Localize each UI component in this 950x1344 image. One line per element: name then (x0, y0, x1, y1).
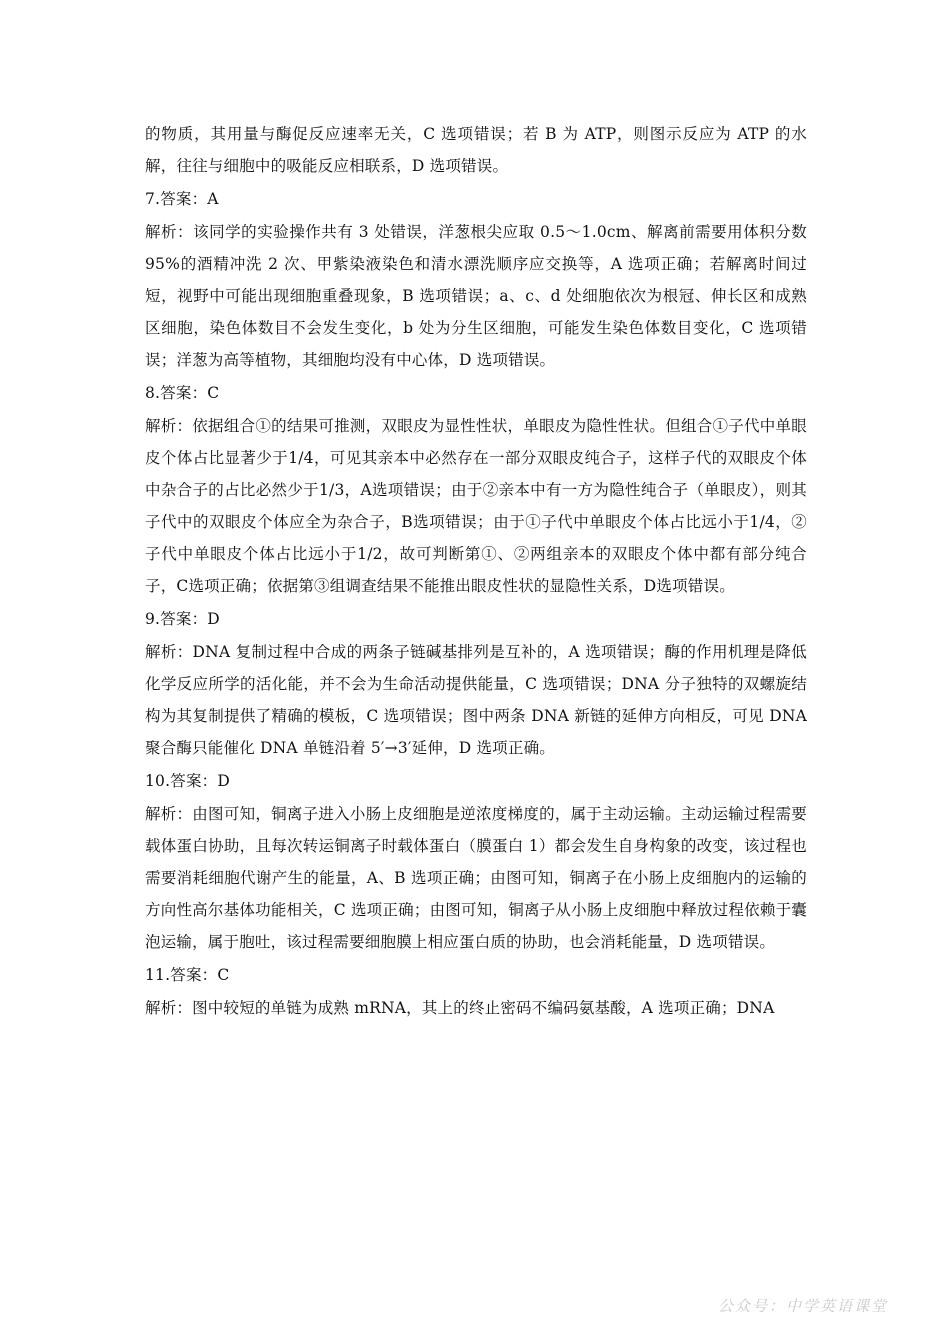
document-body (145, 118, 807, 1024)
explanation-9: 解析：DNA 复制过程中合成的两条子链碱基排列是互补的，A 选项错误；酶的作用机理是降低化学反应所学的活化能，并不会为生命活动提供能量，C 选项错误；DNA 分子独特的双螺旋结构为其复制提供了精确的模板，C 选项错误；图中两条 DNA 新链的延伸方向相反，可见 DNA 聚合酶只能催化 DNA 单链沿着 5′→3′延伸，D 选项正确。 (145, 643, 807, 757)
answer-7: 7.答案：A (145, 190, 219, 208)
answer-8: 8.答案：C (145, 384, 220, 402)
answer-9: 9.答案：D (145, 610, 220, 628)
explanation-10: 解析：由图可知，铜离子进入小肠上皮细胞是逆浓度梯度的，属于主动运输。主动运输过程需要载体蛋白协助，且每次转运铜离子时载体蛋白（膜蛋白 1）都会发生自身构象的改变，该过程也需要消耗细胞代谢产生的能量，A、B 选项正确；由图可知，铜离子在小肠上皮细胞内的运输的方向性高尔基体功能相关，C 选项正确；由图可知，铜离子从小肠上皮细胞中释放过程依赖于囊泡运输，属于胞吐，该过程需要细胞膜上相应蛋白质的协助，也会消耗能量，D 选项错误。 (145, 805, 807, 951)
explanation-11: 解析：图中较短的单链为成熟 mRNA，其上的终止密码不编码氨基酸，A 选项正确；DNA (145, 999, 775, 1017)
watermark: 公众号：中学英语课堂 (717, 1297, 888, 1315)
paragraph-continued: 的物质，其用量与酶促反应速率无关，C 选项错误；若 B 为 ATP，则图示反应为 ATP 的水解，往往与细胞中的吸能反应相联系，D 选项错误。 (145, 125, 807, 175)
answer-10: 10.答案：D (145, 772, 230, 790)
explanation-7: 解析：该同学的实验操作共有 3 处错误，洋葱根尖应取 0.5～1.0cm、解离前需要用体积分数 95%的酒精冲洗 2 次、甲紫染液染色和清水漂洗顺序应交换等，A 选项正确；若解离时间过短，视野中可能出现细胞重叠现象，B 选项错误；a、c、d 处细胞依次为根冠、伸长区和成熟区细胞，染色体数目不会发生变化，b 处为分生区细胞，可能发生染色体数目变化，C 选项错误；洋葱为高等植物，其细胞均没有中心体，D 选项错误。 (145, 223, 807, 369)
explanation-8: 解析：依据组合①的结果可推测，双眼皮为显性性状，单眼皮为隐性性状。但组合①子代中单眼皮个体占比显著少于1/4，可见其亲本中必然存在一部分双眼皮纯合子，这样子代的双眼皮个体中杂合子的占比必然少于1/3，A选项错误；由于②亲本中有一方为隐性纯合子（单眼皮），则其子代中的双眼皮个体应全为杂合子，B选项错误；由于①子代中单眼皮个体占比远小于1/4，②子代中单眼皮个体占比远小于1/2，故可判断第①、②两组亲本的双眼皮个体中都有部分纯合子，C选项正确；依据第③组调查结果不能推出眼皮性状的显隐性关系，D选项错误。 (145, 417, 807, 595)
answer-11: 11.答案：C (145, 966, 230, 984)
